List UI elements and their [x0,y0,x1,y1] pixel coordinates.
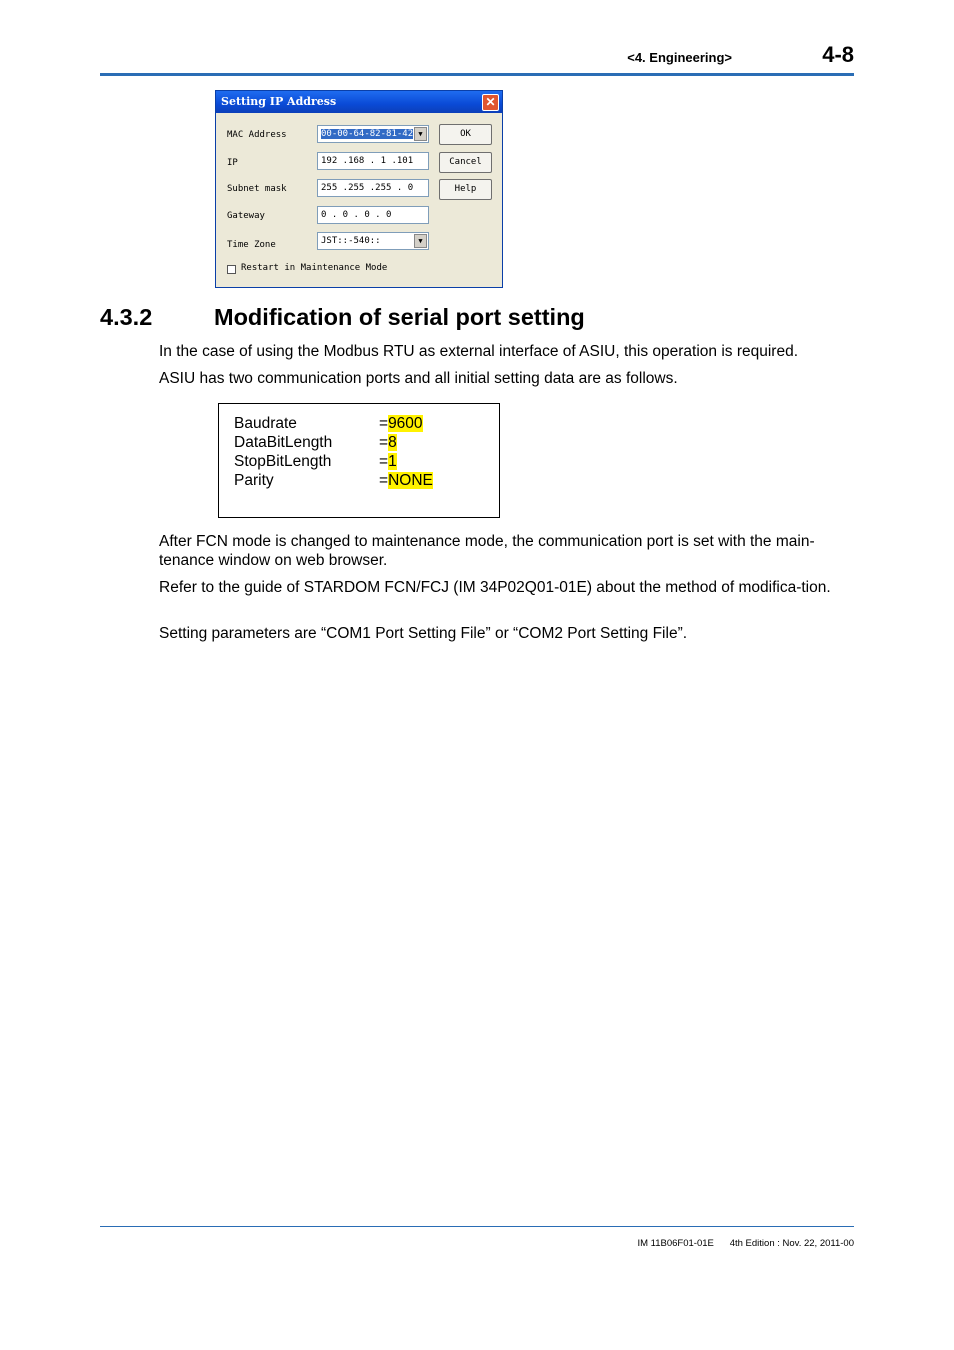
chevron-down-icon[interactable]: ▼ [414,234,427,248]
restart-maintenance-label: Restart in Maintenance Mode [241,263,388,273]
ok-button[interactable]: OK [439,124,492,145]
header-rule [100,73,854,76]
setting-name: Baudrate [234,415,297,432]
doc-id: IM 11B06F01-01E [637,1238,714,1249]
page-number: 4-8 [822,42,854,67]
close-icon[interactable]: ✕ [482,94,499,111]
setting-value: =1 [379,453,397,470]
footer-rule [100,1226,854,1227]
settings-box [218,403,500,518]
footer [600,1238,854,1249]
restart-maintenance-checkbox[interactable] [227,265,236,274]
ip-label: IP [227,158,238,168]
mac-address-select[interactable] [317,125,429,143]
header-section: <4. Engineering> [627,50,732,65]
ip-field[interactable]: 192 .168 . 1 .101 [317,152,429,170]
time-zone-value: JST::-540:: [321,236,381,246]
gateway-label: Gateway [227,211,265,221]
edition: 4th Edition : Nov. 22, 2011-00 [729,1238,854,1249]
section-heading [100,304,585,331]
paragraph-4: Refer to the guide of STARDOM FCN/FCJ (IM 34P02Q01-01E) about the method of modifica-tion. [159,579,831,596]
mac-address-value: 00-00-64-82-81-42 [321,129,414,139]
setting-name: StopBitLength [234,453,332,470]
section-title: Modification of serial port setting [214,304,585,330]
chevron-down-icon[interactable]: ▼ [414,127,427,141]
setting-name: Parity [234,472,274,489]
dialog-titlebar [216,91,502,113]
cancel-button[interactable]: Cancel [439,152,492,173]
subnet-mask-field[interactable]: 255 .255 .255 . 0 [317,179,429,197]
section-number: 4.3.2 [100,304,153,330]
paragraph-1: In the case of using the Modbus RTU as external interface of ASIU, this operation is required. [159,343,799,360]
dialog-title: Setting IP Address [221,95,337,108]
paragraph-2: ASIU has two communication ports and all initial setting data are as follows. [159,370,678,387]
setting-name: DataBitLength [234,434,333,451]
mac-address-label: MAC Address [227,130,287,140]
help-button[interactable]: Help [439,179,492,200]
paragraph-5: Setting parameters are “COM1 Port Setting File” or “COM2 Port Setting File”. [159,625,688,642]
subnet-mask-label: Subnet mask [227,184,287,194]
setting-ip-dialog [215,90,503,288]
setting-value: =9600 [379,415,423,432]
time-zone-select[interactable] [317,232,429,250]
setting-value: =NONE [379,472,433,489]
gateway-field[interactable]: 0 . 0 . 0 . 0 [317,206,429,224]
paragraph-3: After FCN mode is changed to maintenance mode, the communication port is set with the main-tenance window on web browser. [159,533,815,569]
setting-value: =8 [379,434,397,451]
time-zone-label: Time Zone [227,240,276,250]
